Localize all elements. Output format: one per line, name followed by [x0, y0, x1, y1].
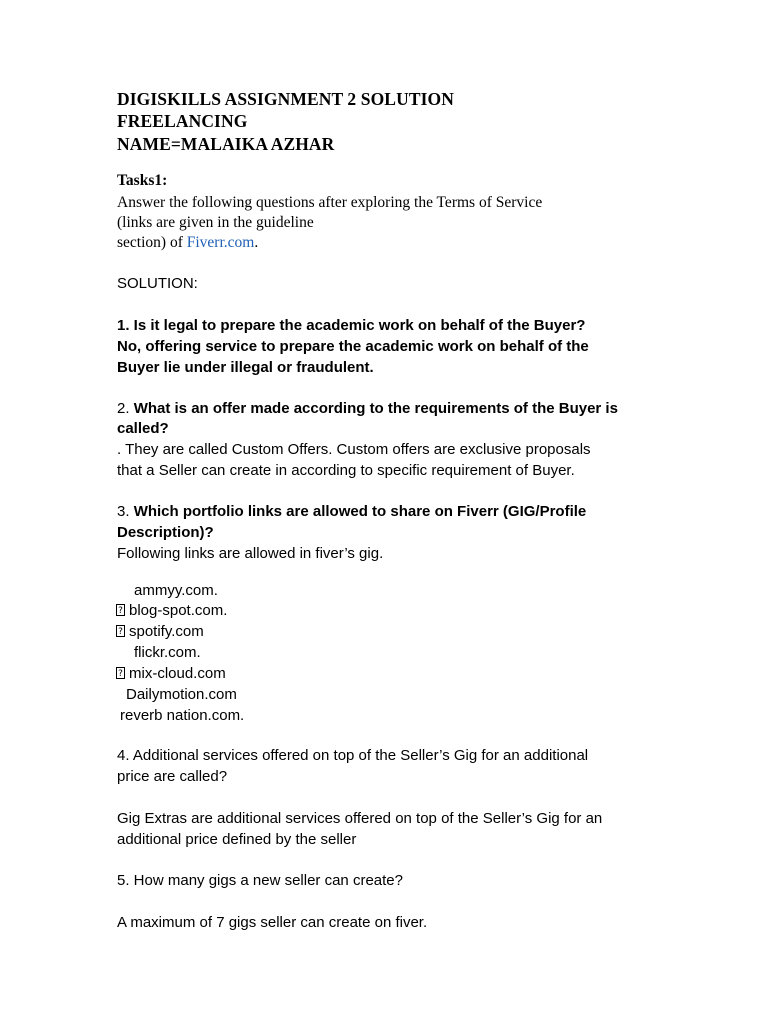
question-5: 5. How many gigs a new seller can create? — [117, 872, 403, 889]
question-2-text: What is an offer made according to the requirements of the Buyer is — [133, 400, 618, 417]
missing-glyph-icon — [116, 667, 125, 679]
answer-1-line-2: Buyer lie under illegal or fraudulent. — [117, 359, 374, 376]
question-3-number: 3. — [117, 503, 134, 520]
task-intro-suffix: . — [254, 234, 259, 251]
task-heading: Tasks1: — [117, 172, 168, 189]
task-intro-line-2: (links are given in the guideline — [117, 214, 314, 231]
list-item: ammyy.com. — [134, 582, 218, 599]
answer-4-line-1: Gig Extras are additional services offered on top of the Seller’s Gig for an — [117, 810, 603, 827]
answer-4-line-2: additional price defined by the seller — [117, 831, 357, 848]
question-2-line-2: called? — [117, 420, 169, 437]
answer-2-line-2: that a Seller can create in according to specific requirement of Buyer. — [117, 462, 575, 479]
task-intro-line-1: Answer the following questions after exploring the Terms of Service — [117, 194, 543, 211]
missing-glyph-icon — [116, 604, 125, 616]
answer-5: A maximum of 7 gigs seller can create on fiver. — [117, 914, 428, 931]
task-intro-prefix: section) of — [117, 234, 187, 251]
missing-glyph-icon — [116, 625, 125, 637]
question-2-number: 2. — [117, 400, 134, 417]
list-item-text: spotify.com — [129, 623, 204, 640]
answer-1-line-1: No, offering service to prepare the academic work on behalf of the — [117, 338, 589, 355]
solution-label: SOLUTION: — [117, 275, 198, 292]
task-intro-line-3 — [117, 233, 258, 253]
list-item-text: blog-spot.com. — [129, 602, 228, 619]
document-subtitle: FREELANCING — [117, 111, 248, 131]
question-3-line-1 — [117, 502, 586, 522]
list-item — [116, 601, 227, 621]
question-3-text: Which portfolio links are allowed to share on Fiverr (GIG/Profile — [133, 503, 587, 520]
answer-2-line-1: . They are called Custom Offers. Custom offers are exclusive proposals — [117, 441, 591, 458]
question-4-line-1: 4. Additional services offered on top of the Seller’s Gig for an additional — [117, 747, 589, 764]
document-title: DIGISKILLS ASSIGNMENT 2 SOLUTION — [117, 89, 454, 109]
author-name: NAME=MALAIKA AZHAR — [117, 134, 335, 154]
list-item-text: mix-cloud.com — [129, 665, 226, 682]
answer-3-intro: Following links are allowed in fiver’s gig. — [117, 545, 384, 562]
fiverr-link[interactable]: Fiverr.com — [186, 234, 255, 251]
list-item — [116, 664, 226, 684]
list-item: Dailymotion.com — [126, 686, 237, 703]
question-3-line-2: Description)? — [117, 524, 214, 541]
list-item: reverb nation.com. — [120, 707, 245, 724]
list-item: flickr.com. — [134, 644, 201, 661]
question-4-line-2: price are called? — [117, 768, 228, 785]
question-1: 1. Is it legal to prepare the academic work on behalf of the Buyer? — [117, 317, 586, 334]
question-2-line-1 — [117, 399, 618, 419]
list-item — [116, 622, 204, 642]
